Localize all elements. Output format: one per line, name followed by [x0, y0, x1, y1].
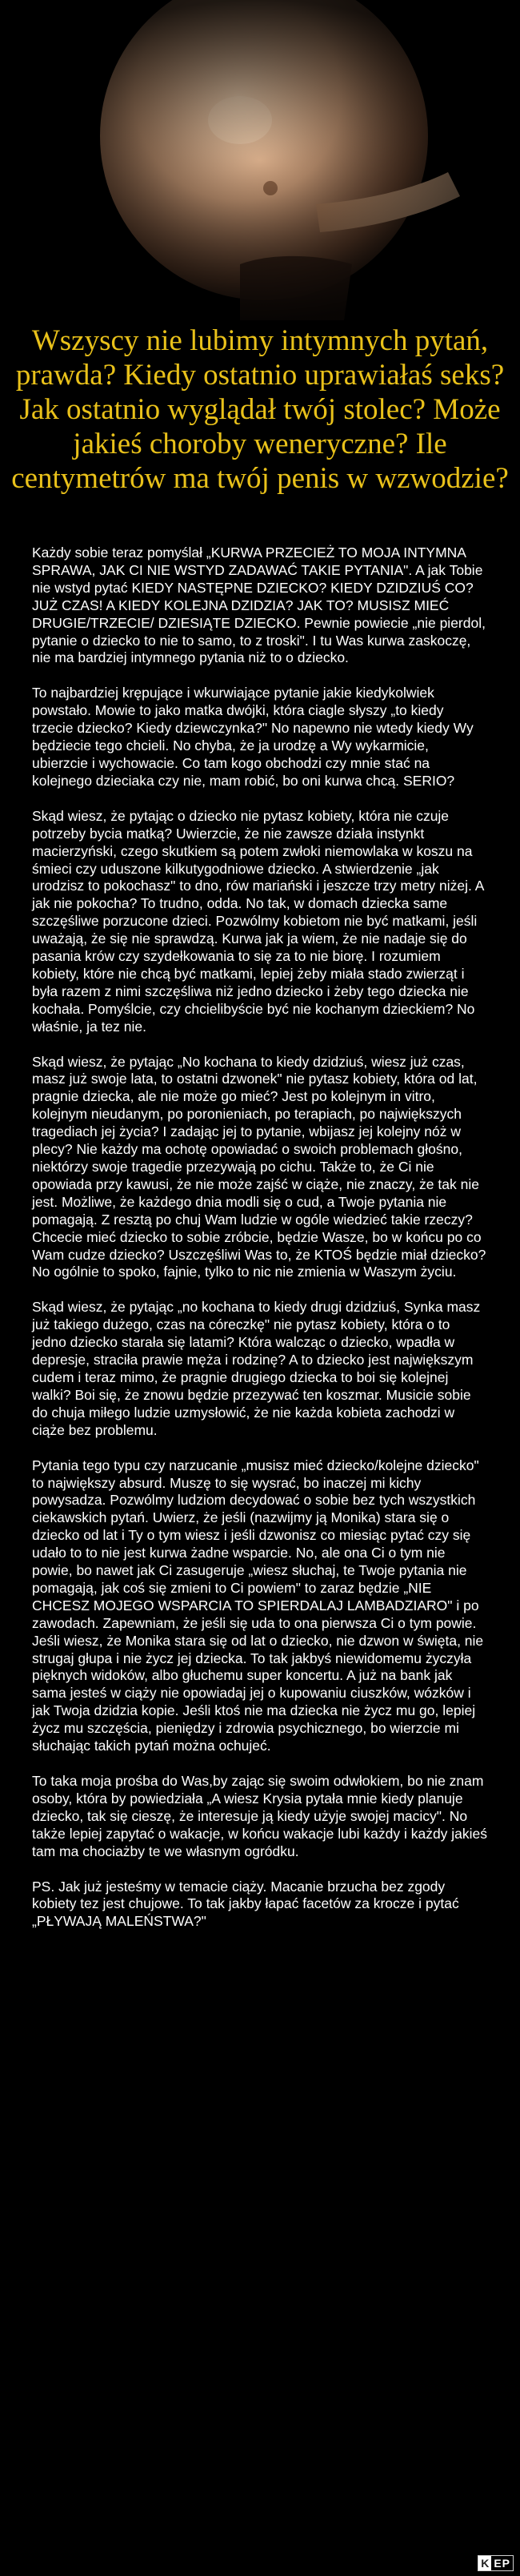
watermark-rest: EP	[491, 2556, 513, 2570]
article-paragraph: Skąd wiesz, że pytając „no kochana to kiedy drugi dzidziuś, Synka masz już takiego dużego, czas na córeczkę" nie pytasz kobiety, która o to jedno dziecko starała się latami? Która walcząc o dziecko, wpadła w depresje, straciła prawie męża i rodzinę? A to dziecko jest największym cudem i teraz mimo, że pragnie drugiego dziecka to boi się kolejnej walki? Boi się, że znowu będzie przezywać ten koszmar. Musicie sobie do chuja miłego ludzie uzmysłowić, że nie każda kobieta zachodzi w ciąże bez problemu.	[32, 1299, 481, 1438]
article-paragraph: To najbardziej krępujące i wkurwiające pytanie jakie kiedykolwiek powstało. Mowie to jako matka dwójki, która ciagle słyszy „to kiedy trzecie dziecko? Kiedy dziewczynka?" No napewno nie wtedy kiedy Wy będziecie tego chcieli. No chyba, że ja urodzę a Wy wykarmicie, ubierzcie i wychowacie. Co tam kogo obchodzi czy mnie stać na kolejnego dzieciaka czy nie, mam robić, bo oni kurwa chcą. SERIO?	[32, 685, 474, 789]
article-paragraph: Skąd wiesz, że pytając „No kochana to kiedy dzidziuś, wiesz już czas, masz już swoje lata, to ostatni dzwonek" nie pytasz kobiety, która od lat, pragnie dziecka, ale nie może go mieć? Jest po kolejnym in vitro, kolejnym nieudanym, po poronieniach, po terapiach, po największych tragediach jej życia? I zadając jej to pytanie, wbijasz jej kolejny nóż w plecy? Nie każdy ma ochotę opowiadać o swoich problemach głośno, niektórzy swoje tragedie przezywają po cichu. Także to, że Ci nie opowiada przy kawusi, że nie może zajść w ciąże, nie znaczy, że tak nie jest. Możliwe, że każdego dnia modli się o cud, a Twoje pytania nie pomagają. Z resztą po chuj Wam ludzie w ogóle wiedzieć takie rzeczy? Chcecie mieć dziecko to sobie zróbcie, będzie Wasze, bo w końcu po co Wam cudze dziecko? Uszczęśliwi Was to, że KTOŚ będzie miał dziecko? No ogólnie to spoko, fajnie, tylko to nic nie zmienia w Waszym życiu.	[32, 1053, 486, 1280]
article-paragraph: PS. Jak już jesteśmy w temacie ciąży. Macanie brzucha bez zgody kobiety tez jest chujowe. To tak jakby łapać facetów za krocze i pytać „PŁYWAJĄ MALEŃSTWA?"	[32, 1878, 459, 1930]
article-paragraph: To taka moja prośba do Was,by zając się swoim odwłokiem, bo nie znam osoby, która by powiedziała „A wiesz Krysia pytała mnie kiedy planuje dziecko, tak się cieszę, że interesuje ją kiedy użyje swojej macicy". No także lepiej zapytać o wakacje, w końcu wakacje lubi każdy i każdy jakieś tam ma chociażby te we własnym ogródku.	[32, 1773, 488, 1859]
article-body	[32, 545, 488, 1948]
pregnant-belly-photo	[0, 0, 520, 320]
article-paragraph: Pytania tego typu czy narzucanie „musisz mieć dziecko/kolejne dziecko" to największy absurd. Muszę to się wysrać, bo inaczej mi kichy powysadza. Pozwólmy ludziom decydować o sobie bez tych wszystkich ciekawskich pytań. Uwierz, że jeśli (nazwijmy ją Monika) stara się o dziecko od lat i Ty o tym wiesz i jeśli dzwonisz co miesiąc pytać czy się udało to to nie jest kurwa żadne wsparcie. No, ale ona Ci o tym nie powie, bo nawet jak Ci zasugeruje „wiesz słuchaj, te Twoje pytania nie pomagają, jak coś się zmieni to Ci powiem" to zaraz będzie „NIE CHCESZ MOJEGO WSPARCIA TO SPIERDALAJ LAMBADZIARO" i po zawodach. Zapewniam, że jeśli się uda to ona pierwsza Ci o tym powie. Jeśli wiesz, że Monika stara się od lat o dziecko, nie dzwon w święta, nie strugaj głupa i nie życz jej dziecka. To tak jakbyś niewidomemu życzyła pięknych widoków, albo głuchemu super koncertu. A już na bank jak sama jesteś w ciąży nie opowiadaj jej o kupowaniu ciuszków, wózków i jak Twoja dzidzia kopie. Jeśli ktoś nie ma dziecka nie życz mu go, lepiej życz mu szczęścia, pieniędzy i zdrowia psychicznego, bo wierzcie mi słuchając takich pytań można ochujeć.	[32, 1457, 484, 1754]
article-paragraph: Każdy sobie teraz pomyślał „KURWA PRZECIEŻ TO MOJA INTYMNA SPRAWA, JAK CI NIE WSTYD ZADAWAĆ TAKIE PYTANIA". A jak Tobie nie wstyd pytać KIEDY NASTĘPNE DZIECKO? KIEDY DZIDZIUŚ CO? JUŻ CZAS! A KIEDY KOLEJNA DZIDZIA? JAK TO? MUSISZ MIEĆ DRUGIE/TRZECIE/ DZIESIĄTE DZIECKO. Pewnie powiecie „nie pierdol, pytanie o dziecko to nie to samo, to z troski". I tu Was kurwa zaskoczę, nie ma bardziej intymnego pytania niż to o dziecko.	[32, 545, 486, 666]
headline: Wszyscy nie lubimy intymnych pytań, prawda? Kiedy ostatnio uprawiałaś seks? Jak ostatnio wyglądał twój stolec? Może jakieś choroby weneryczne? Ile centymetrów ma twój penis w wzwodzie?	[11, 324, 509, 495]
article-paragraph: Skąd wiesz, że pytając o dziecko nie pytasz kobiety, która nie czuje potrzeby bycia matką? Uwierzcie, że nie zawsze działa instynkt macierzyński, czego skutkiem są potem zwłoki niemowlaka w koszu na śmieci czy uduszone kilkutygodniowe dziecko. A stwierdzenie „jak urodzisz to pokochasz" to dno, rów mariański i jeszcze trzy metry niżej. A jak nie pokocha? To trudno, odda. No tak, w domach dziecka same szczęśliwe porzucone dzieci. Pozwólmy kobietom nie być matkami, jeśli uważają, że się nie sprawdzą. Kurwa jak ja wiem, że nie nadaje się do pasania krów czy szydełkowania to się za to nie biorę. I rozumiem kobiety, które nie chcą być matkami, lepiej żeby miała stado zwierząt i była razem z nimi szczęśliwa niż jedno dziecko i żeby tego dziecka nie kochała. Pomyślcie, czy chcielibyście być nie kochanym dzieckiem? No właśnie, ja tez nie.	[32, 807, 484, 1035]
site-watermark-logo	[478, 2555, 514, 2571]
watermark-letter: K	[478, 2556, 491, 2570]
